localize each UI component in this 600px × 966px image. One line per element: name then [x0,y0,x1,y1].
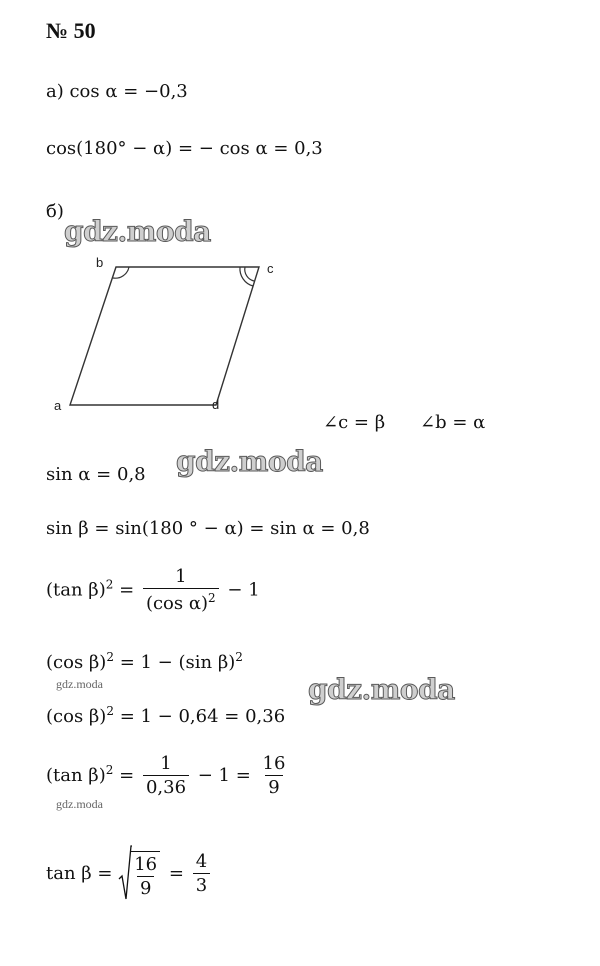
tan-result-fraction: $\frac{4}{3}$ [193,853,210,895]
radicand-fraction: $\frac{16}{9}$ [131,851,160,898]
tan-formula-fraction [143,568,219,613]
vertex-d-label: d [212,397,220,412]
tan-formula-lhs: (tan β) [46,579,106,601]
problem-number: № 50 [46,18,96,43]
parallelogram-shape [70,267,259,405]
watermark-small: gdz.moda [56,797,103,811]
tan-formula-eq: = [119,579,135,601]
sin-beta-line: sin β = sin(180 ° − α) = sin α = 0,8 [46,518,370,539]
tan-formula-exp: 2 [105,577,114,592]
vertex-b-label: b [96,255,104,270]
tan-formula-line [46,568,260,613]
watermark: gdz.moda [64,215,211,248]
radical-sign-icon [118,845,132,903]
watermark: gdz.moda [308,673,455,706]
watermark-small: gdz.moda [56,677,103,691]
part-b-label: б) [46,201,64,222]
tan-value-line: (tan β)$^2$ = $\frac{1}{0,36}$ − 1 = $\frac{16}{9}$ [46,755,291,797]
angle-c-arc-inner [245,267,254,281]
sin-alpha-line: sin α = 0,8 [46,464,146,485]
tan-formula-tail: − 1 [227,579,260,601]
tan-value-fraction-2: $\frac{16}{9}$ [262,753,286,798]
tan-value-fraction-1: $\frac{1}{0,36}$ [143,755,189,797]
angle-b-def: ∠b = α [420,412,486,433]
parallelogram-figure [50,250,290,420]
tan-result-line: tan β = $\frac{16}{9}$ = $\frac{4}{3}$ [46,845,213,903]
part-a-line-1: а) cos α = −0,3 [46,81,188,102]
cos-value-line: (cos β)$^2$ = 1 − 0,64 = 0,36 [46,704,286,727]
cos-formula-line: (cos β)$^2$ = 1 − (sin β)$^2$ [46,650,243,673]
part-a-line-2: cos(180° − α) = − cos α = 0,3 [46,138,323,159]
tan-formula-num: 1 [175,566,187,587]
vertex-a-label: a [54,398,62,413]
watermark: gdz.moda [176,445,323,478]
angle-c-def: ∠c = β [323,412,386,433]
square-root [118,845,163,903]
vertex-c-label: c [267,261,274,276]
tan-formula-den: (cos α)$^2$ [143,588,219,613]
